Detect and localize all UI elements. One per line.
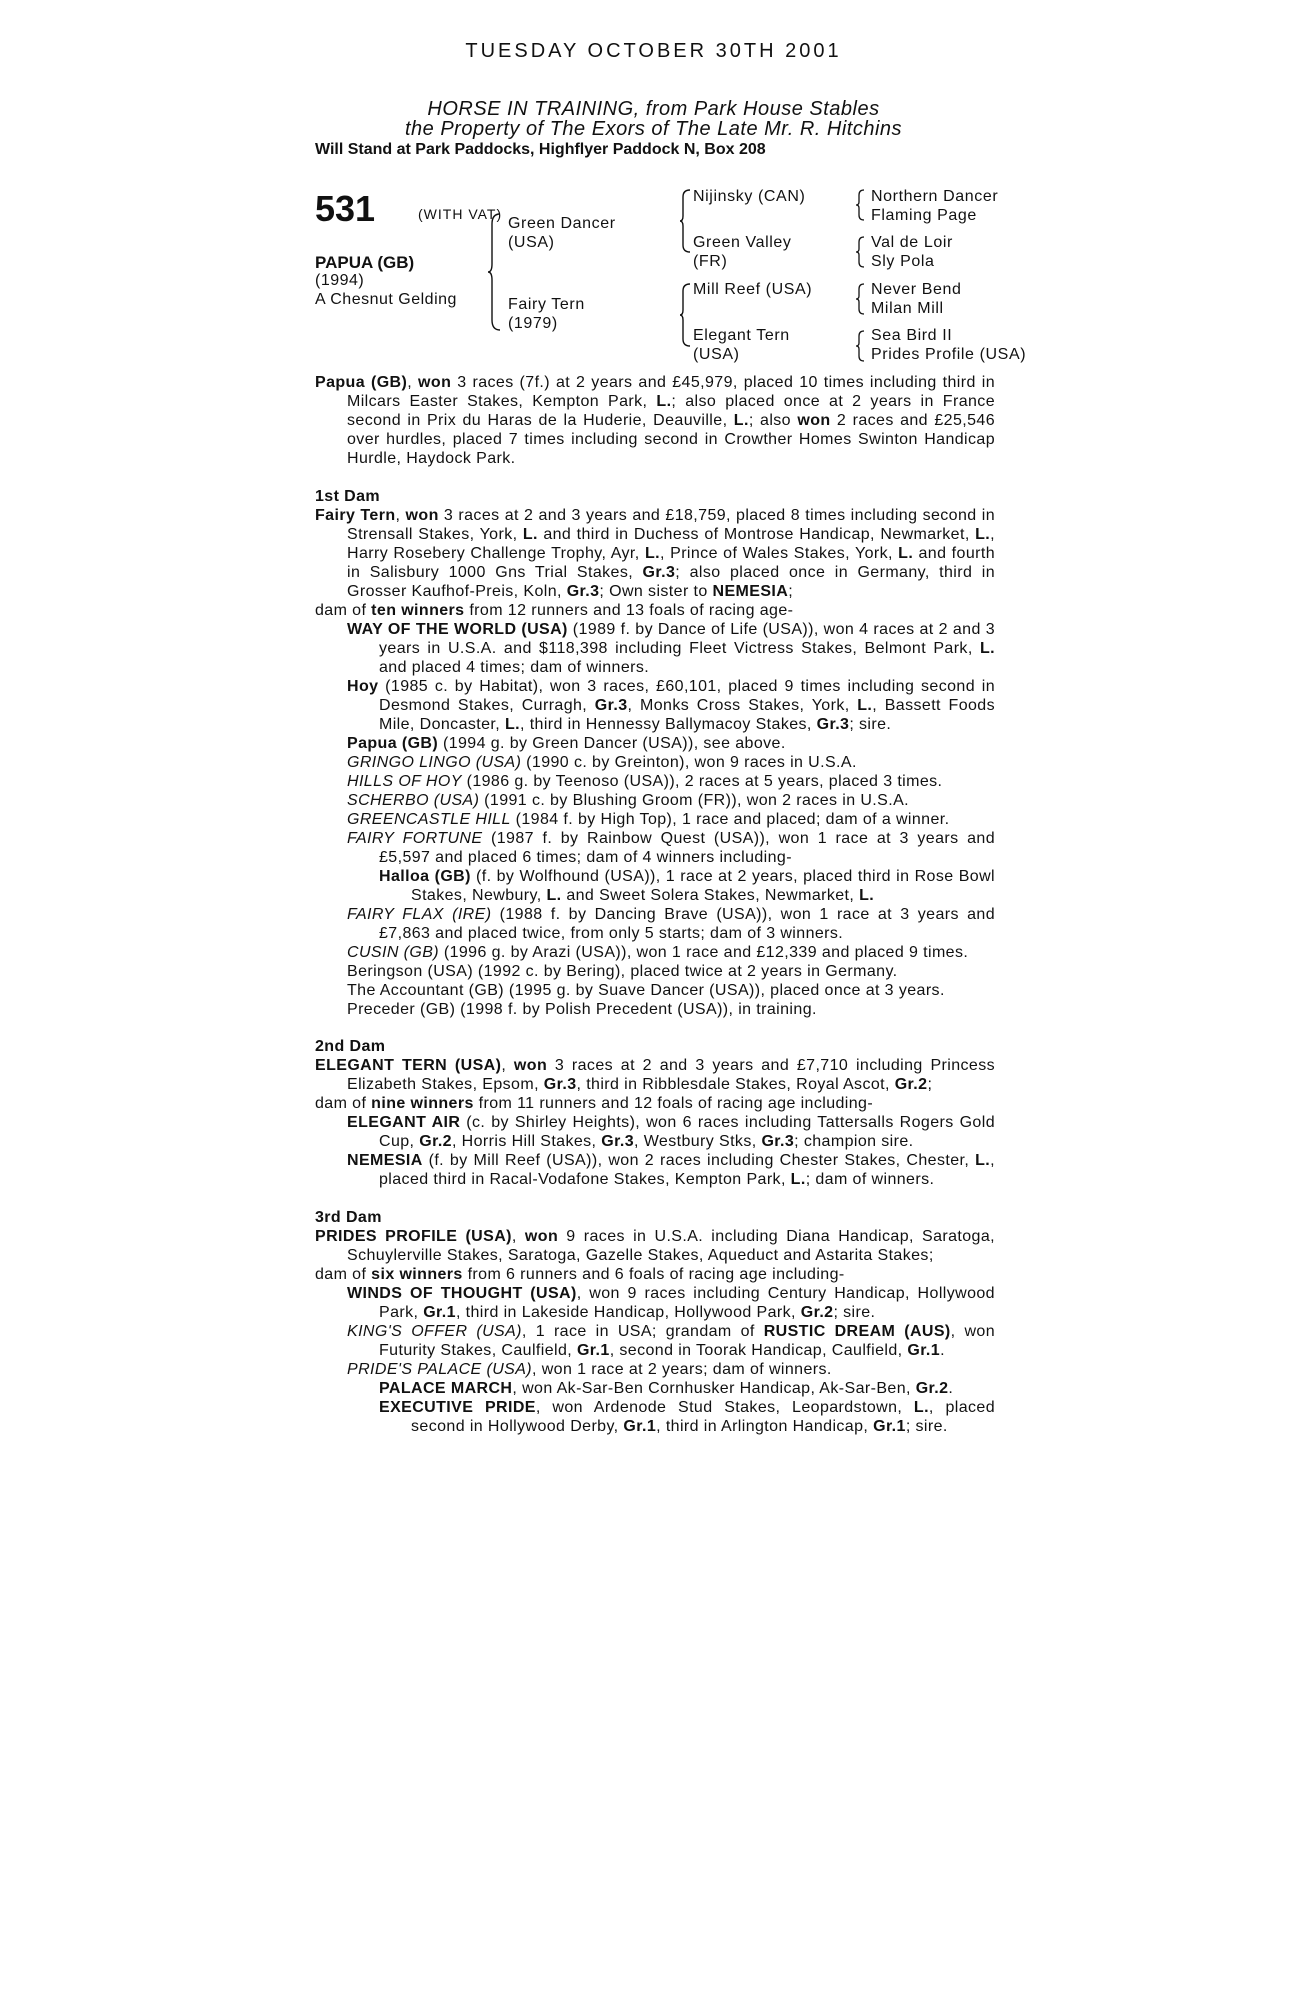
pedigree-sire: Green Dancer (USA) <box>508 215 616 251</box>
lot-number: 531 <box>315 188 376 229</box>
pedigree-dam-dam: Elegant Tern (USA) <box>693 327 790 363</box>
pedigree-brace-gen1 <box>488 212 502 332</box>
pedigree-sire-dam: Green Valley (FR) <box>693 234 792 270</box>
pedigree-gen3-1: Northern Dancer Flaming Page <box>871 188 999 224</box>
pedigree-brace-ds <box>856 282 866 316</box>
third-dam-heading: 3rd Dam <box>315 1209 382 1226</box>
consignment-line-1: HORSE IN TRAINING, from Park House Stables <box>427 98 880 120</box>
first-dam-heading: 1st Dam <box>315 488 381 505</box>
pedigree-brace-ss <box>856 188 866 222</box>
consignment-line-2: the Property of The Exors of The Late Mr. R. Hitchins <box>404 118 903 140</box>
horse-record: Papua (GB), won 3 races (7f.) at 2 years and £45,979, placed 10 times including third in Milcars Easter Stakes, Kempton Park, L.; also placed once at 2 years in France second in Prix du Haras de la Huderie, Deauville, L.; also won 2 races and £25,546 over hurdles, placed 7 times including second in Crowther Homes Swinton Handicap Hurdle, Haydock Park. <box>315 374 995 467</box>
pedigree-gen3-3: Never Bend Milan Mill <box>871 281 962 317</box>
pedigree-sire-sire: Nijinsky (CAN) <box>693 188 806 205</box>
second-dam-heading: 2nd Dam <box>315 1038 386 1055</box>
pedigree-brace-sd <box>856 235 866 269</box>
vat-note: (WITH VAT) <box>418 206 503 222</box>
pedigree-dam: Fairy Tern (1979) <box>508 296 585 332</box>
first-dam-section: 1st Dam Fairy Tern, won 3 races at 2 and 3 years and £18,759, placed 8 times including second in Strensall Stakes, York, L. and third in Duchess of Montrose Handicap, Newmarket, L., Harry Rosebery Challenge Trophy, Ayr, L., Prince of Wales Stakes, York, L. and fourth in Salisbury 1000 Gns Trial Stakes, Gr.3; also placed once in Germany, third in Grosser Kaufhof-Preis, Koln, Gr.3; Own sister to NEMESIA; dam of ten winners from 12 runners and 13 foals of racing age- WAY OF THE WORLD (USA) (1989 f. by Dance of Life (USA)), won 4 races at 2 and 3 years in U.S.A. and $118,398 including Fleet Victress Stakes, Belmont Park, L. and placed 4 times; dam of winners. Hoy (1985 c. by Habitat), won 3 races, £60,101, placed 9 times including second in Desmond Stakes, Curragh, Gr.3, Monks Cross Stakes, York, L., Bassett Foods Mile, Doncaster, L., third in Hennessy Ballymacoy Stakes, Gr.3; sire. Papua (GB) (1994 g. by Green Dancer (USA)), see above. GRINGO LINGO (USA) (1990 c. by Greinton), won 9 races in U.S.A. HILLS OF HOY (1986 g. by Teenoso (USA)), 2 races at 5 years, placed 3 times. SCHERBO (USA) (1991 c. by Blushing Groom (FR)), won 2 races in U.S.A. GREENCASTLE HILL (1984 f. by High Top), 1 race and placed; dam of a winner. FAIRY FORTUNE (1987 f. by Rainbow Quest (USA)), won 1 race at 3 years and £5,597 and placed 6 times; dam of 4 winners including- Halloa (GB) (f. by Wolfhound (USA)), 1 race at 2 years, placed third in Rose Bowl Stakes, Newbury, L. and Sweet Solera Stakes, Newmarket, L. FAIRY FLAX (IRE) (1988 f. by Dancing Brave (USA)), won 1 race at 3 years and £7,863 and placed twice, from only 5 starts; dam of 3 winners. CUSIN (GB) (1996 g. by Arazi (USA)), won 1 race and £12,339 and placed 9 times. Beringson (USA) (1992 c. by Bering), placed twice at 2 years in Germany. The Accountant (GB) (1995 g. by Suave Dancer (USA)), placed once at 3 years. Preceder (GB) (1998 f. by Polish Precedent (USA)), in training. <box>315 488 996 1018</box>
horse-year: (1994) <box>315 272 365 289</box>
horse-name: PAPUA (GB) <box>315 253 415 272</box>
third-dam-section: 3rd Dam PRIDES PROFILE (USA), won 9 races in U.S.A. including Diana Handicap, Saratoga, Schuylerville Stakes, Saratoga, Gazelle Stakes, Aqueduct and Astarita Stakes; dam of six winners from 6 runners and 6 foals of racing age including- WINDS OF THOUGHT (USA), won 9 races including Century Handicap, Hollywood Park, Gr.1, third in Lakeside Handicap, Hollywood Park, Gr.2; sire. KING'S OFFER (USA), 1 race in USA; grandam of RUSTIC DREAM (AUS), won Futurity Stakes, Caulfield, Gr.1, second in Toorak Handicap, Caulfield, Gr.1. PRIDE'S PALACE (USA), won 1 race at 2 years; dam of winners. PALACE MARCH, won Ak-Sar-Ben Cornhusker Handicap, Ak-Sar-Ben, Gr.2. EXECUTIVE PRIDE, won Ardenode Stud Stakes, Leopardstown, L., placed second in Hollywood Derby, Gr.1, third in Arlington Handicap, Gr.1; sire. <box>315 1209 996 1435</box>
horse-description: A Chesnut Gelding <box>315 291 457 308</box>
pedigree-gen3-4: Sea Bird II Prides Profile (USA) <box>871 327 1027 363</box>
pedigree-brace-dd <box>856 329 866 363</box>
sale-date: TUESDAY OCTOBER 30TH 2001 <box>465 40 842 62</box>
pedigree-brace-sire <box>680 188 692 254</box>
second-dam-section: 2nd Dam ELEGANT TERN (USA), won 3 races at 2 and 3 years and £7,710 including Princess Elizabeth Stakes, Epsom, Gr.3, third in Ribblesdale Stakes, Royal Ascot, Gr.2; dam of nine winners from 11 runners and 12 foals of racing age including- ELEGANT AIR (c. by Shirley Heights), won 6 races including Tattersalls Rogers Gold Cup, Gr.2, Horris Hill Stakes, Gr.3, Westbury Stks, Gr.3; champion sire. NEMESIA (f. by Mill Reef (USA)), won 2 races including Chester Stakes, Chester, L., placed third in Racal-Vodafone Stakes, Kempton Park, L.; dam of winners. <box>315 1038 995 1188</box>
pedigree-dam-sire: Mill Reef (USA) <box>693 281 813 298</box>
pedigree-gen3-2: Val de Loir Sly Pola <box>871 234 953 270</box>
pedigree-brace-dam <box>680 282 692 348</box>
stand-location: Will Stand at Park Paddocks, Highflyer Paddock N, Box 208 <box>315 141 766 158</box>
